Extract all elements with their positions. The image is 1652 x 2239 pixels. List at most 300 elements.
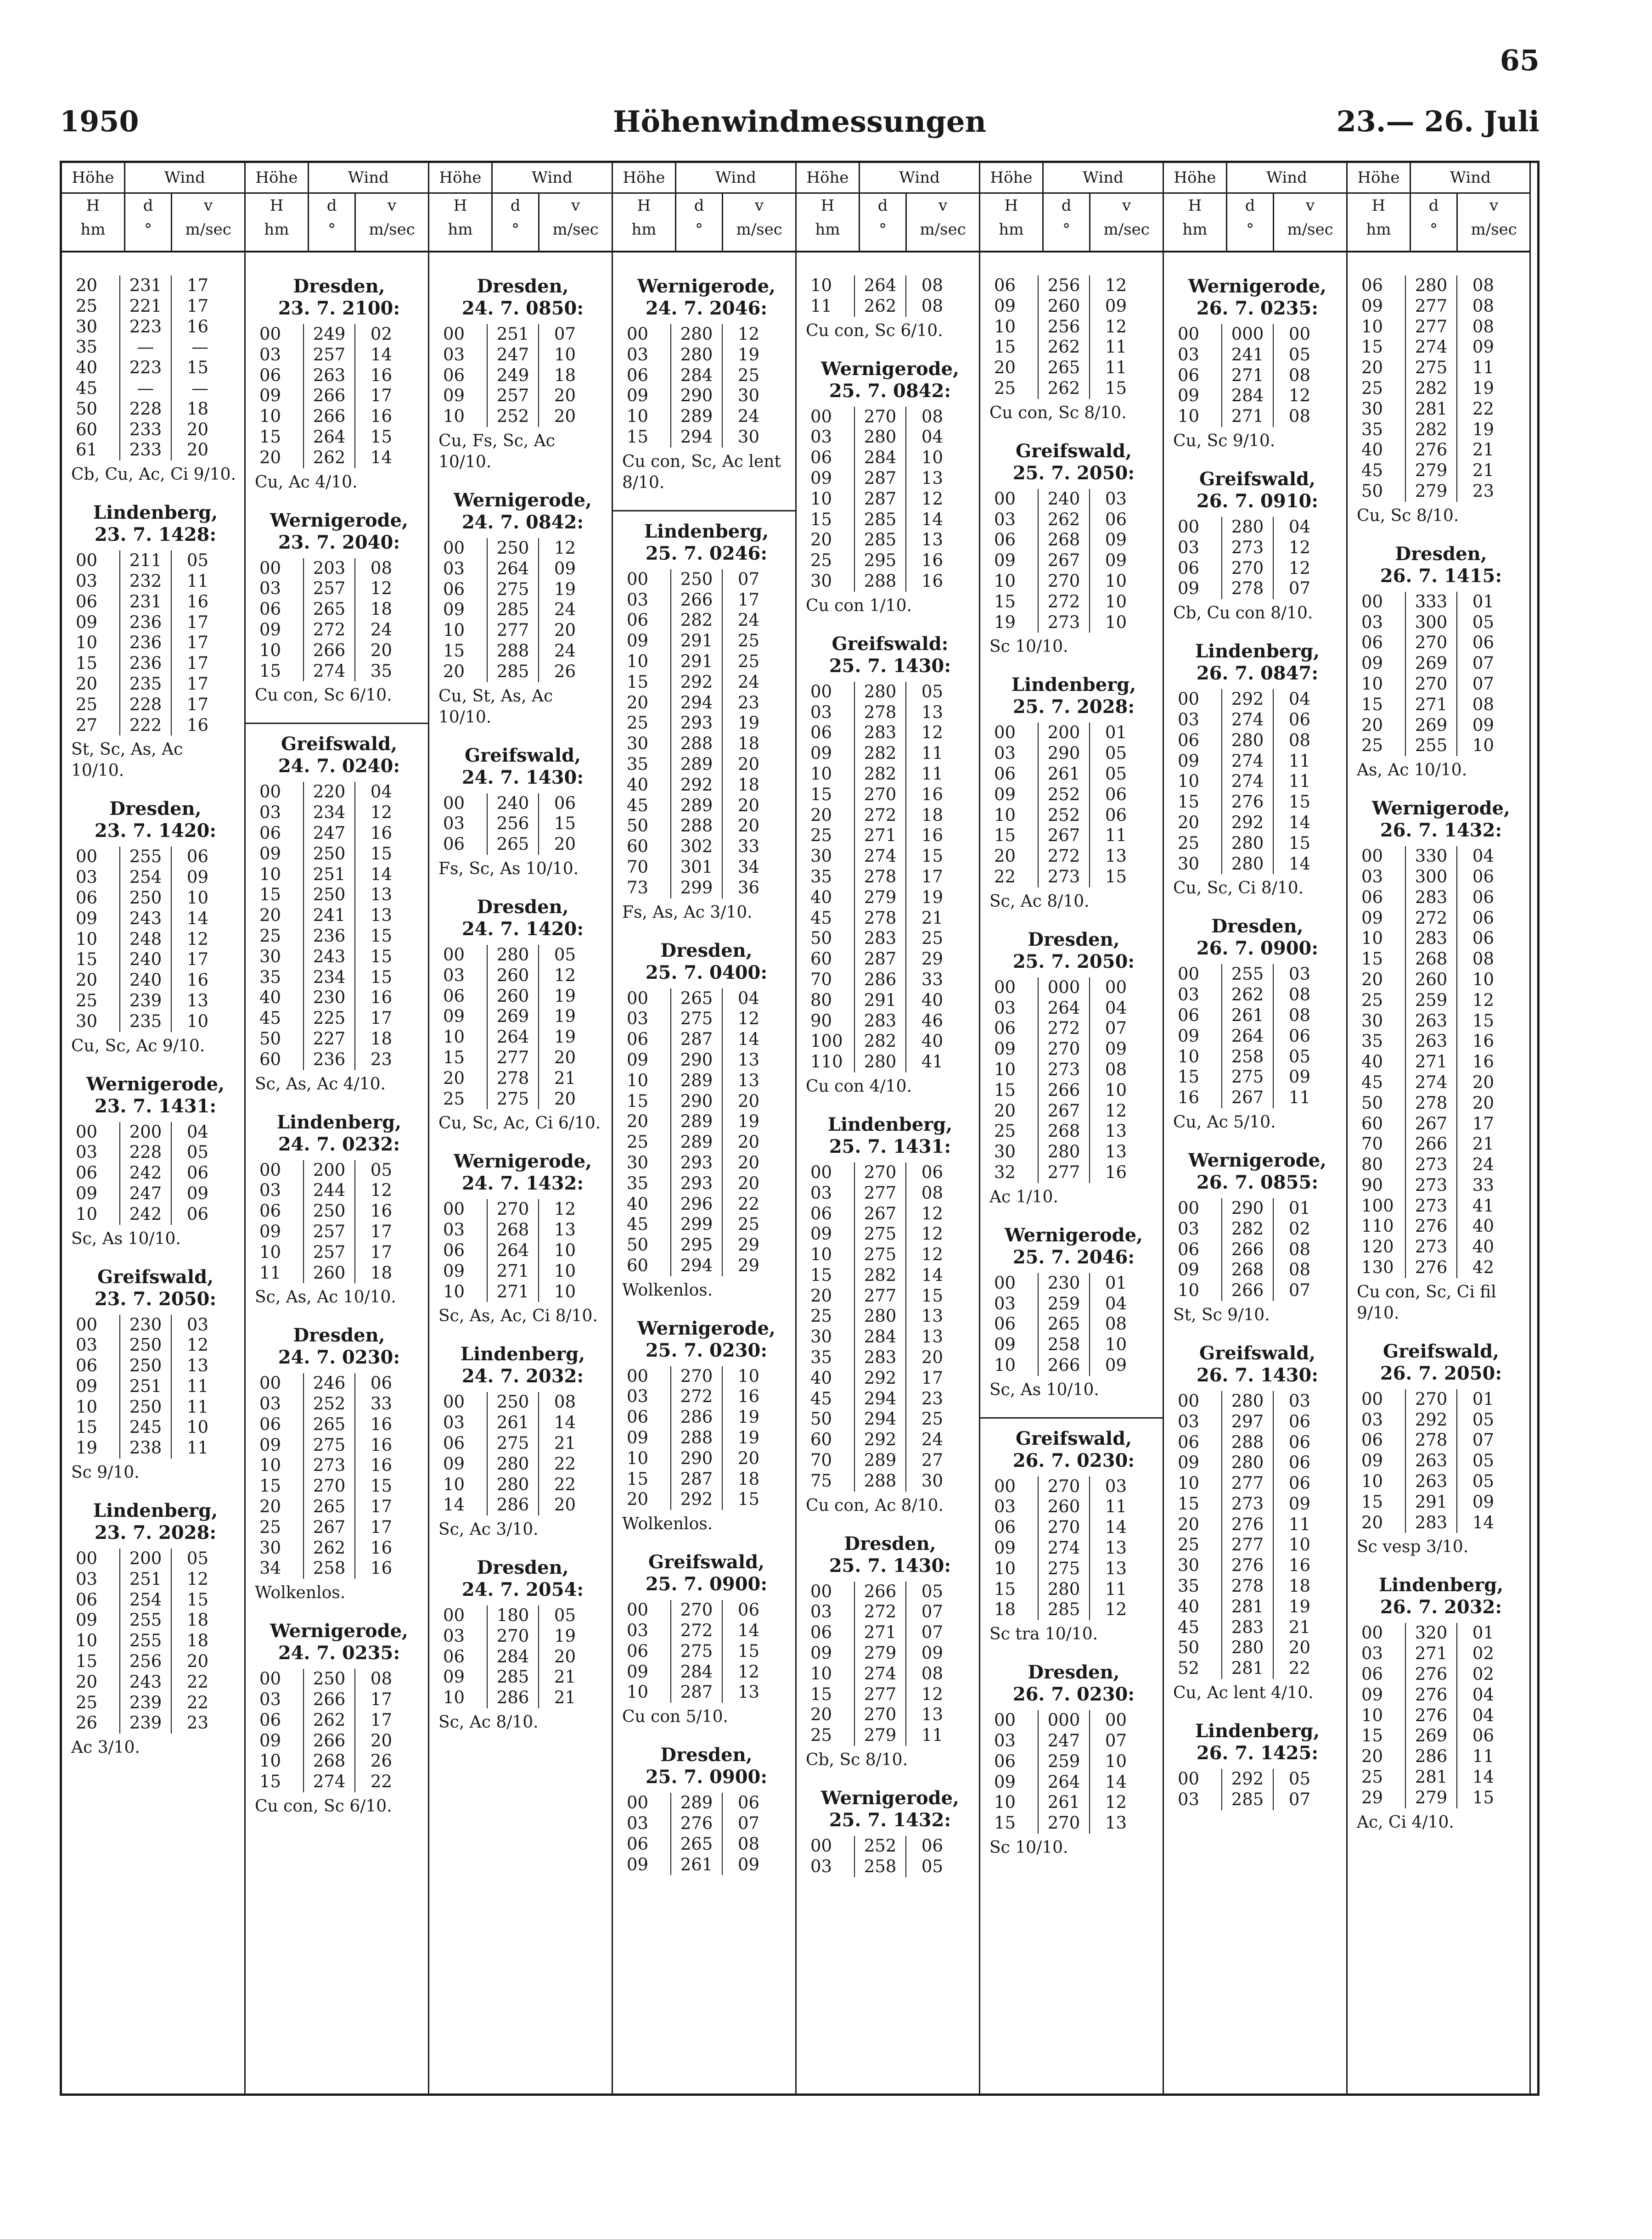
table-row	[1361, 1216, 1494, 1237]
direction-value: 276	[1405, 1216, 1457, 1237]
direction-value: 268	[1038, 530, 1090, 550]
height-value: 10	[259, 1751, 281, 1771]
height-value: 00	[259, 324, 281, 344]
table-row	[76, 1631, 208, 1651]
speed-value: 14	[737, 1621, 759, 1641]
direction-value: 302	[670, 836, 723, 857]
direction-value: 282	[1405, 378, 1457, 399]
direction-value: 295	[854, 550, 906, 571]
height-value: 40	[810, 1368, 832, 1388]
direction-value: 279	[1405, 481, 1457, 502]
direction-value: 268	[1038, 1121, 1090, 1142]
d-label: d	[510, 196, 521, 215]
speed-value: 13	[921, 702, 943, 722]
table-row	[1361, 612, 1494, 633]
table-row	[810, 1183, 943, 1204]
direction-value: 269	[1405, 653, 1457, 674]
speed-value: 06	[1105, 805, 1127, 825]
direction-value: 289	[670, 1132, 723, 1153]
height-value: 30	[810, 571, 832, 591]
height-value: 15	[1361, 337, 1383, 357]
table-row	[627, 1428, 759, 1448]
speed-value: 17	[370, 1221, 392, 1241]
cloud-note: Wolkenlos.	[622, 1515, 713, 1534]
direction-value: 292	[1221, 813, 1274, 833]
table-row	[76, 275, 208, 296]
height-value: 06	[994, 1517, 1016, 1538]
speed-value: 12	[1105, 316, 1127, 337]
table-row	[994, 1142, 1127, 1162]
station-name: Wernigerode,	[1188, 275, 1326, 297]
speed-value: 21	[1472, 440, 1494, 460]
height-value: 00	[443, 944, 465, 965]
height-value: 03	[1178, 1411, 1200, 1431]
hoehe-header: Höhe	[246, 163, 309, 192]
height-value: 25	[810, 825, 832, 846]
speed-value: 05	[1105, 763, 1127, 784]
speed-value: 20	[186, 1651, 208, 1672]
cloud-note: Ac 3/10.	[71, 1738, 140, 1757]
height-value: 25	[76, 296, 98, 316]
speed-value: 04	[921, 427, 943, 447]
table-row	[259, 905, 392, 926]
direction-value: 266	[303, 1689, 355, 1710]
direction-value: 236	[119, 653, 172, 674]
measurement-rows	[1361, 1389, 1494, 1533]
table-row	[76, 378, 208, 399]
direction-value: 280	[1221, 730, 1274, 751]
speed-value: 25	[921, 1409, 943, 1429]
height-value: 15	[1361, 949, 1383, 969]
cloud-note: St, Sc 9/10.	[1173, 1305, 1270, 1324]
table-row	[1361, 1072, 1494, 1093]
height-value: 09	[76, 908, 98, 928]
height-value: 45	[1178, 1617, 1200, 1637]
measurement-datetime: 24. 7. 2032:	[461, 1365, 584, 1387]
measurement-rows	[443, 324, 576, 427]
height-value: 25	[1178, 1535, 1200, 1555]
speed-value: 17	[186, 296, 208, 316]
height-value: 30	[76, 1011, 98, 1031]
h-label: H	[820, 196, 835, 215]
speed-value: 23	[737, 692, 759, 713]
degree-unit: °	[511, 220, 520, 239]
height-value: 00	[627, 1366, 649, 1386]
height-value: 06	[810, 723, 832, 743]
speed-value: 04	[1105, 1293, 1127, 1313]
direction-value: 276	[1405, 1664, 1457, 1685]
height-header-cell	[613, 194, 676, 251]
height-value: 03	[259, 344, 281, 365]
height-value: 27	[76, 715, 98, 735]
direction-value: 266	[1405, 1134, 1457, 1155]
direction-value: 281	[1221, 1658, 1274, 1679]
table-row	[627, 1235, 759, 1256]
speed-value: 16	[370, 1558, 392, 1578]
speed-value: 20	[737, 1152, 759, 1173]
measurement-block	[989, 1224, 1158, 1401]
table-row	[627, 1366, 759, 1387]
table-row	[259, 324, 392, 345]
measurement-datetime: 24. 7. 0232:	[278, 1133, 400, 1155]
height-value: 09	[994, 296, 1016, 316]
height-value: 10	[627, 406, 649, 426]
speed-value: 22	[1288, 1658, 1310, 1678]
direction-value: 280	[854, 682, 906, 702]
speed-value: 08	[370, 1669, 392, 1689]
table-row	[627, 988, 759, 1009]
h-label: H	[1188, 196, 1202, 215]
cloud-note: Cu con, Sc 6/10.	[806, 321, 943, 340]
direction-value: 225	[303, 1008, 355, 1029]
cloud-note: Cu, Sc, Ac, Ci 6/10.	[438, 1114, 601, 1133]
height-value: 60	[810, 949, 832, 969]
degree-unit: °	[328, 220, 336, 239]
direction-value: 200	[303, 1160, 355, 1181]
speed-value: 04	[186, 1122, 208, 1142]
direction-value: 287	[854, 489, 906, 510]
table-row	[627, 1489, 759, 1510]
table-row	[810, 867, 943, 887]
height-value: 06	[810, 448, 832, 468]
direction-value: 270	[1038, 1813, 1090, 1834]
speed-value: 20	[554, 620, 576, 640]
hm-unit: hm	[815, 220, 840, 239]
station-name: Dresden,	[1028, 928, 1120, 950]
height-value: 10	[627, 651, 649, 671]
speed-value: 23	[186, 1713, 208, 1733]
direction-value: 289	[670, 1111, 723, 1132]
speed-value: 19	[737, 1428, 759, 1448]
station-name: Dresden,	[477, 275, 569, 297]
direction-value: 250	[487, 538, 539, 559]
speed-value: 08	[1288, 1260, 1310, 1280]
direction-value: 235	[119, 1011, 172, 1032]
height-value: 50	[810, 928, 832, 948]
measurement-block	[1357, 543, 1525, 781]
height-value: 50	[76, 398, 98, 419]
table-row	[994, 1538, 1127, 1559]
h-label: H	[1004, 196, 1018, 215]
cloud-note: As, Ac 10/10.	[1357, 761, 1467, 780]
table-row	[994, 1792, 1127, 1813]
height-value: 00	[1361, 846, 1383, 866]
table-row	[1361, 358, 1494, 378]
height-value: 09	[1178, 1453, 1200, 1473]
table-row	[1361, 1726, 1494, 1746]
height-value: 03	[76, 1335, 98, 1355]
direction-value: 247	[119, 1184, 172, 1204]
direction-value: 260	[487, 986, 539, 1007]
direction-value: 249	[303, 324, 355, 345]
table-row	[810, 743, 943, 764]
cloud-note: Cb, Sc 8/10.	[806, 1751, 908, 1770]
height-value: 40	[76, 358, 98, 378]
speed-value: 06	[554, 793, 576, 813]
table-row	[627, 1641, 759, 1662]
direction-value: 259	[1038, 1751, 1090, 1772]
speed-value: 13	[737, 1070, 759, 1090]
column-header	[246, 163, 428, 253]
d-label: d	[143, 196, 153, 215]
height-value: 15	[994, 591, 1016, 612]
station-name: Lindenberg,	[93, 1500, 218, 1522]
speed-value: 09	[737, 1854, 759, 1874]
direction-value: 286	[670, 1407, 723, 1428]
speed-value: 18	[921, 805, 943, 825]
measurement-block	[1173, 275, 1342, 452]
station-name: Dresden,	[660, 1744, 753, 1766]
speed-value: 11	[186, 1438, 208, 1458]
speed-value: 40	[1472, 1216, 1494, 1236]
measurement-block	[71, 1073, 240, 1250]
speed-value: 16	[921, 825, 943, 846]
table-row	[76, 1122, 208, 1143]
table-row	[259, 1160, 392, 1181]
speed-value: 16	[921, 571, 943, 591]
measurement-rows	[443, 1605, 576, 1708]
height-header-cell	[429, 194, 493, 251]
table-row	[1178, 538, 1310, 558]
measurement-datetime: 26. 7. 1432:	[1380, 819, 1502, 842]
direction-value: 284	[670, 1662, 723, 1683]
speed-value: 05	[1288, 1769, 1310, 1789]
measurement-rows	[259, 324, 392, 468]
height-value: 50	[1361, 481, 1383, 501]
height-value: 09	[627, 1428, 649, 1448]
height-value: 00	[259, 558, 281, 578]
table-row	[810, 1450, 943, 1471]
measurement-block	[989, 440, 1158, 658]
speed-value: 07	[1472, 673, 1494, 694]
height-value: 30	[1178, 1555, 1200, 1576]
speed-value: 15	[370, 843, 392, 864]
table-row	[443, 324, 576, 345]
height-value: 10	[810, 1663, 832, 1683]
speed-value: 22	[186, 1672, 208, 1692]
speed-value: 01	[1472, 1623, 1494, 1643]
direction-value: 296	[670, 1194, 723, 1215]
speed-value: 10	[554, 1261, 576, 1281]
height-value: 09	[443, 1667, 465, 1687]
speed-value: 16	[186, 715, 208, 735]
year-label: 1950	[60, 105, 139, 138]
table-row	[810, 908, 943, 929]
direction-value: 247	[1038, 1731, 1090, 1751]
table-row	[627, 1111, 759, 1132]
speed-value: 15	[370, 926, 392, 946]
table-row	[810, 296, 943, 317]
direction-value: 250	[119, 888, 172, 909]
measurement-block	[71, 502, 240, 781]
direction-value: 250	[670, 569, 723, 590]
direction-value: 271	[1405, 695, 1457, 715]
direction-value: 264	[487, 1240, 539, 1261]
height-value: 09	[627, 1661, 649, 1682]
station-name: Greifswald:	[832, 633, 949, 655]
height-value: 00	[443, 538, 465, 558]
height-value: 10	[1361, 1471, 1383, 1492]
speed-value: 24	[554, 600, 576, 620]
measurement-datetime: 26. 7. 1425:	[1196, 1742, 1319, 1764]
direction-value: 256	[1038, 317, 1090, 337]
speed-value: 14	[370, 447, 392, 467]
table-row	[1361, 481, 1494, 502]
direction-value: 262	[1038, 337, 1090, 358]
direction-value: 272	[1038, 846, 1090, 867]
table-row	[994, 723, 1127, 743]
height-value: 00	[810, 1581, 832, 1601]
height-value: 15	[627, 1091, 649, 1111]
direction-value: 270	[854, 785, 906, 805]
height-value: 06	[443, 1646, 465, 1667]
direction-value: 255	[119, 1610, 172, 1631]
measurement-datetime: 26. 7. 2050:	[1380, 1362, 1502, 1384]
table-row	[259, 1710, 392, 1731]
table-row	[994, 1772, 1127, 1793]
height-value: 45	[1361, 460, 1383, 481]
height-value: 40	[627, 774, 649, 795]
d-label: d	[877, 196, 888, 215]
table-row	[627, 1071, 759, 1091]
cloud-note: Sc, Ac 8/10.	[438, 1713, 539, 1732]
direction-value: 271	[1405, 1644, 1457, 1664]
speed-value: 02	[1472, 1644, 1494, 1664]
measurement-datetime: 23. 7. 2040:	[278, 531, 400, 553]
direction-value: 266	[1221, 1240, 1274, 1260]
table-row	[259, 599, 392, 620]
table-row	[259, 427, 392, 448]
table-row	[443, 1433, 576, 1454]
height-value: 10	[76, 633, 98, 653]
direction-value: 280	[1221, 833, 1274, 854]
height-value: 15	[1361, 1726, 1383, 1746]
measurement-datetime: 25. 7. 2028:	[1012, 696, 1135, 718]
height-value: 10	[994, 571, 1016, 591]
height-value: 10	[443, 1027, 465, 1047]
speed-value: 20	[554, 386, 576, 406]
table-row	[443, 538, 576, 559]
height-value: 20	[76, 673, 98, 694]
speed-value: 08	[1288, 406, 1310, 426]
measurement-block	[622, 1744, 791, 1875]
speed-value: 06	[1288, 1432, 1310, 1452]
speed-value: 10	[186, 1417, 208, 1437]
speed-value: 05	[370, 1160, 392, 1180]
direction-value: 263	[1405, 1031, 1457, 1052]
height-value: 06	[259, 1201, 281, 1221]
speed-value: 25	[737, 631, 759, 651]
height-value: 15	[627, 1469, 649, 1489]
measurement-rows	[1178, 517, 1310, 599]
height-value: 00	[994, 1476, 1016, 1496]
height-value: 00	[443, 1605, 465, 1626]
measurement-rows	[994, 1710, 1127, 1834]
speed-value: 12	[370, 578, 392, 599]
table-row	[1361, 928, 1494, 949]
table-row	[1361, 908, 1494, 929]
table-row	[76, 1438, 208, 1459]
speed-value: 23	[921, 1388, 943, 1408]
direction-value: 264	[1038, 998, 1090, 1019]
table-row	[627, 672, 759, 693]
height-value: 130	[1361, 1257, 1394, 1278]
measurement-block	[622, 275, 791, 494]
table-row	[1361, 1430, 1494, 1451]
direction-value: 290	[670, 1050, 723, 1071]
direction-value: 272	[670, 1386, 723, 1407]
direction-value: 286	[487, 1495, 539, 1515]
direction-value: 291	[854, 990, 906, 1011]
direction-value: 260	[487, 965, 539, 986]
speed-value: 18	[737, 734, 759, 754]
direction-value: 287	[670, 1469, 723, 1490]
direction-value: 280	[1221, 1638, 1274, 1658]
table-row	[627, 1256, 759, 1276]
height-value: 10	[1178, 1473, 1200, 1493]
table-row	[259, 578, 392, 599]
table-row	[1361, 1623, 1494, 1644]
speed-value: 12	[921, 1245, 943, 1265]
direction-value: 267	[1405, 1114, 1457, 1134]
direction-value: 290	[670, 1448, 723, 1469]
hoehe-header: Höhe	[1348, 163, 1411, 192]
height-value: 09	[259, 1221, 281, 1241]
table-row	[810, 785, 943, 805]
speed-value: 15	[1288, 833, 1310, 853]
speed-value: 09	[554, 558, 576, 578]
table-row	[994, 296, 1127, 317]
table-row	[627, 1469, 759, 1490]
table-row	[810, 702, 943, 723]
direction-value: 246	[303, 1373, 355, 1394]
table-row	[259, 926, 392, 947]
table-row	[1178, 1432, 1310, 1453]
measurement-block	[622, 1318, 791, 1535]
height-value: 06	[76, 1163, 98, 1183]
height-value: 15	[259, 1772, 281, 1792]
speed-value: 16	[370, 1538, 392, 1558]
speed-value: 17	[921, 866, 943, 887]
table-row	[76, 1672, 208, 1693]
table-row	[443, 1626, 576, 1647]
speed-value: 17	[370, 1710, 392, 1730]
measurement-block	[806, 1787, 974, 1877]
station-name: Wernigerode,	[454, 489, 592, 511]
height-value: 00	[627, 1793, 649, 1813]
speed-value: 12	[921, 723, 943, 743]
direction-value: 247	[303, 823, 355, 844]
height-value: 03	[1361, 612, 1383, 632]
table-row	[1178, 792, 1310, 813]
direction-value: 265	[303, 1497, 355, 1517]
height-value: 00	[1178, 1198, 1200, 1218]
column-header-top	[613, 163, 795, 194]
speed-value: 06	[1288, 1411, 1310, 1431]
column-body	[1348, 253, 1530, 1833]
speed-value: 17	[186, 275, 208, 295]
table-row	[994, 743, 1127, 764]
height-value: 06	[443, 579, 465, 599]
table-row	[443, 965, 576, 986]
measurement-datetime: 26. 7. 0855:	[1196, 1171, 1319, 1193]
speed-value: 07	[1472, 1430, 1494, 1450]
height-value: 20	[810, 805, 832, 825]
table-row	[1178, 1494, 1310, 1515]
direction-value: 261	[487, 1413, 539, 1433]
column-header	[62, 163, 244, 253]
direction-value: 000	[1038, 977, 1090, 998]
